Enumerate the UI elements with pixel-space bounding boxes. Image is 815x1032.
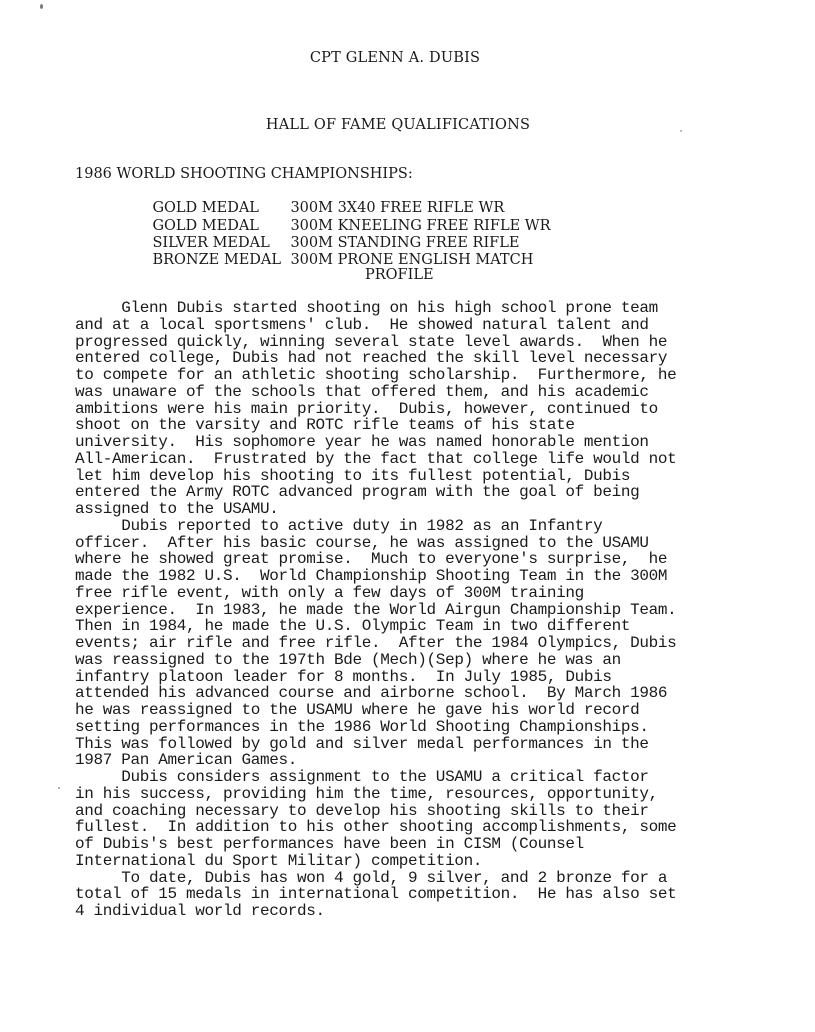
profile-line: shoot on the varsity and ROTC rifle teams of his state xyxy=(75,416,575,435)
scan-speck xyxy=(680,130,682,132)
profile-line: where he showed great promise. Much to everyone's surprise, he xyxy=(75,550,668,569)
profile-line: Then in 1984, he made the U.S. Olympic Team in two different xyxy=(75,617,631,636)
profile-line: was unaware of the schools that offered them, and his academic xyxy=(75,382,649,401)
medal-type: SILVER MEDAL xyxy=(152,235,270,251)
document-subtitle: HALL OF FAME QUALIFICATIONS xyxy=(265,117,531,133)
scan-speck xyxy=(58,787,60,789)
profile-line: Glenn Dubis started shooting on his high school prone team xyxy=(75,299,658,317)
profile-body xyxy=(75,300,745,920)
medal-row xyxy=(134,202,551,234)
profile-line: International du Sport Militar) competition. xyxy=(75,851,483,870)
medal-row xyxy=(134,219,520,251)
profile-line: ambitions were his main priority. Dubis, however, continued to xyxy=(75,399,658,418)
profile-line: let him develop his shooting to its fullest potential, Dubis xyxy=(75,466,631,485)
profile-line: 4 individual world records. xyxy=(75,902,325,920)
profile-line: total of 15 medals in international competition. He has also set xyxy=(75,885,677,904)
profile-line: 1987 Pan American Games. xyxy=(75,751,298,770)
profile-line: entered college, Dubis had not reached the skill level necessary xyxy=(75,349,668,368)
medal-row xyxy=(134,236,534,268)
scan-speck xyxy=(40,4,43,9)
profile-line: progressed quickly, winning several state level awards. When he xyxy=(75,332,668,351)
profile-line: of Dubis's best performances have been in CISM (Counsel xyxy=(75,835,584,853)
medal-type: GOLD MEDAL xyxy=(152,200,259,216)
profile-line: To date, Dubis has won 4 gold, 9 silver, and 2 bronze for a xyxy=(75,868,668,887)
profile-line: Dubis reported to active duty in 1982 as an Infantry xyxy=(75,516,603,535)
profile-line: in his success, providing him the time, resources, opportunity, xyxy=(75,784,658,803)
profile-line: free rifle event, with only a few days of 300M training xyxy=(75,583,584,602)
document-title: CPT GLENN A. DUBIS xyxy=(309,50,481,66)
profile-line: setting performances in the 1986 World Shooting Championships. xyxy=(75,717,649,736)
profile-line: fullest. In addition to his other shooting accomplishments, some xyxy=(75,818,677,837)
championships-heading: 1986 WORLD SHOOTING CHAMPIONSHIPS: xyxy=(75,166,413,182)
profile-line: events; air rifle and free rifle. After the 1984 Olympics, Dubis xyxy=(75,634,677,652)
profile-line: Dubis considers assignment to the USAMU a critical factor xyxy=(75,768,649,786)
profile-line: entered the Army ROTC advanced program with the goal of being xyxy=(75,483,640,502)
profile-line: attended his advanced course and airborne school. By March 1986 xyxy=(75,684,668,703)
medal-event: 300M 3X40 FREE RIFLE WR xyxy=(290,200,505,216)
medal-row xyxy=(134,184,505,216)
profile-line: he was reassigned to the USAMU where he gave his world record xyxy=(75,701,640,719)
medal-event: 300M STANDING FREE RIFLE xyxy=(290,235,520,251)
profile-line: university. His sophomore year he was named honorable mention xyxy=(75,433,649,451)
profile-line: and coaching necessary to develop his shooting skills to their xyxy=(75,801,649,820)
profile-line: officer. After his basic course, he was assigned to the USAMU xyxy=(75,533,649,552)
medal-event: 300M PRONE ENGLISH MATCH xyxy=(290,252,534,268)
medal-type: BRONZE MEDAL xyxy=(152,252,282,268)
medal-event: 300M KNEELING FREE RIFLE WR xyxy=(290,218,551,234)
profile-line: was reassigned to the 197th Bde (Mech)(Sep) where he was an xyxy=(75,650,621,669)
profile-line: infantry platoon leader for 8 months. In July 1985, Dubis xyxy=(75,667,612,686)
profile-line: experience. In 1983, he made the World Airgun Championship Team. xyxy=(75,600,677,619)
profile-line: and at a local sportsmens' club. He showed natural talent and xyxy=(75,315,649,334)
profile-line: assigned to the USAMU. xyxy=(75,500,279,518)
profile-line: made the 1982 U.S. World Championship Shooting Team in the 300M xyxy=(75,567,668,585)
profile-line: to compete for an athletic shooting scholarship. Furthermore, he xyxy=(75,366,677,384)
profile-line: This was followed by gold and silver medal performances in the xyxy=(75,734,649,753)
medal-type: GOLD MEDAL xyxy=(152,218,259,234)
profile-line: All-American. Frustrated by the fact that college life would not xyxy=(75,449,677,468)
profile-heading: PROFILE xyxy=(365,267,434,283)
